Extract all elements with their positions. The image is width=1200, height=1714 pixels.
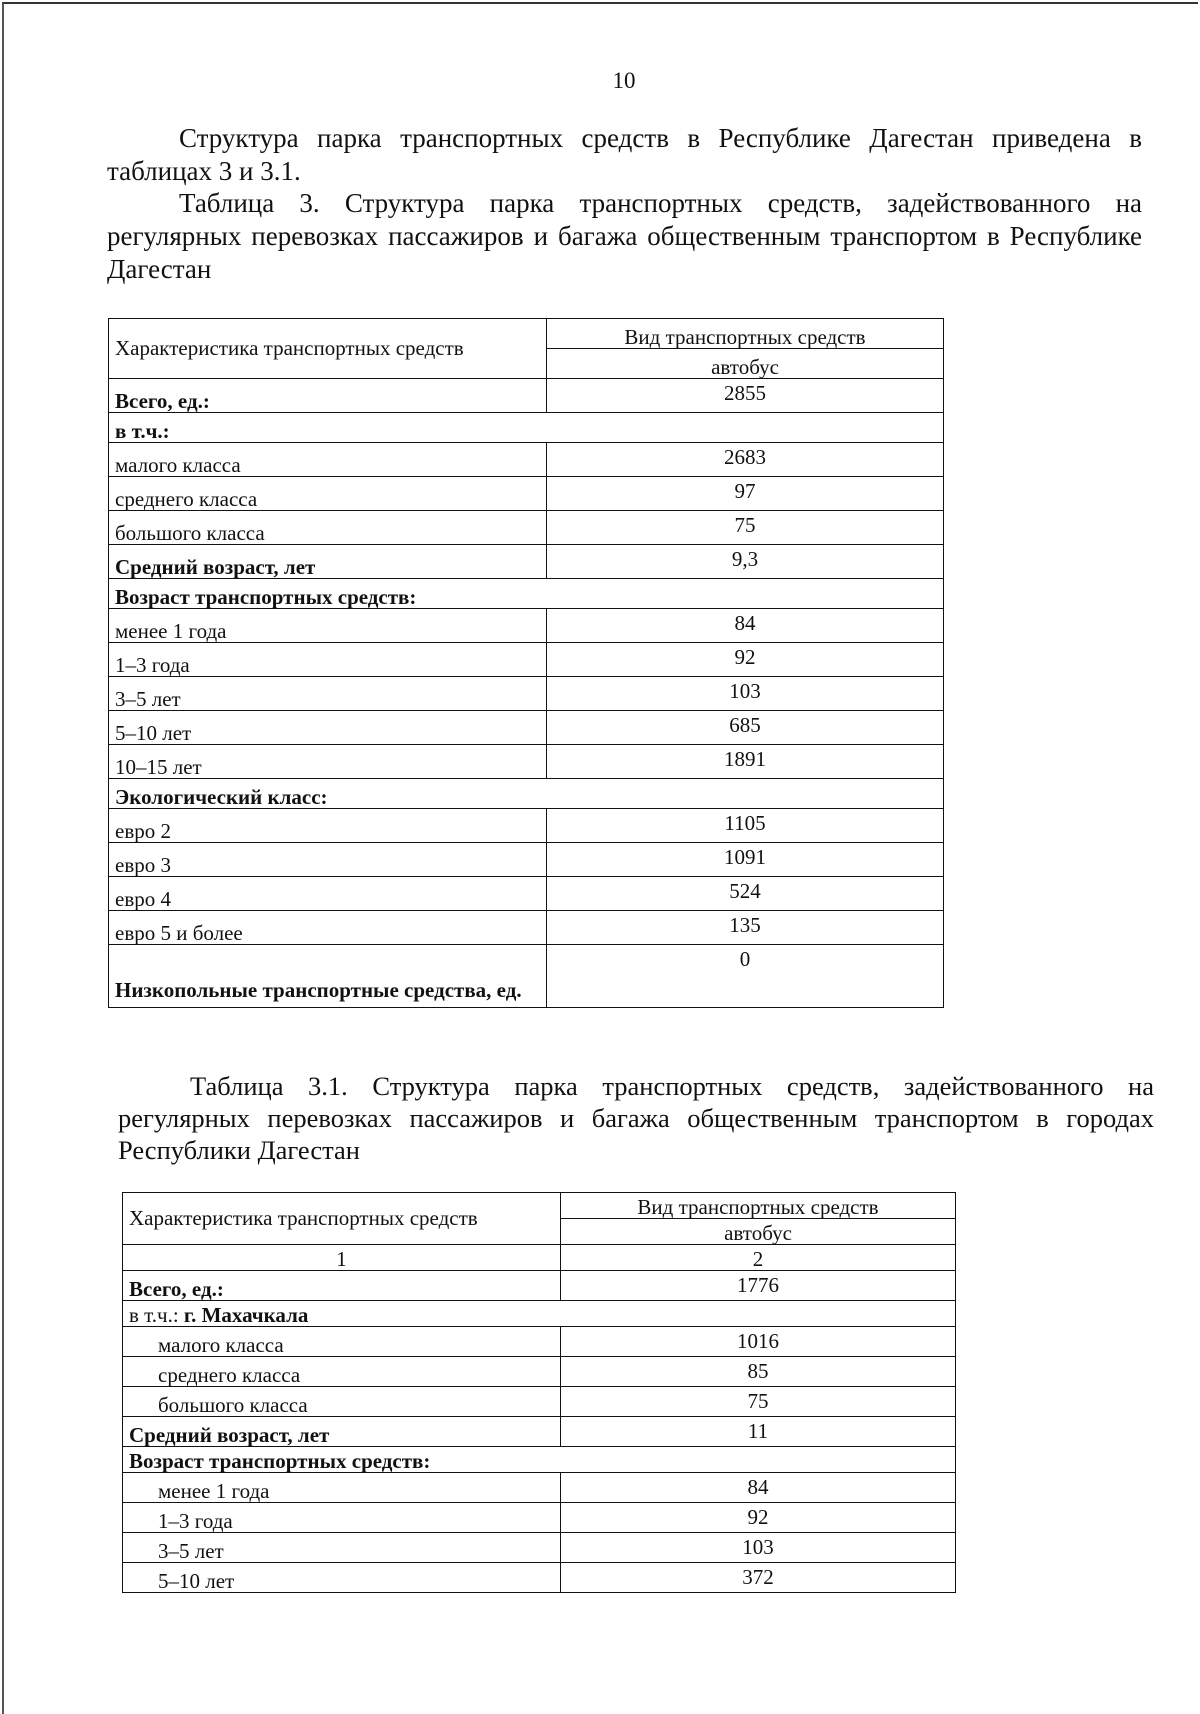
- row-label: 3–5 лет: [109, 677, 547, 711]
- table-row: [109, 643, 944, 677]
- table-header-row: [109, 319, 944, 349]
- table-row: [109, 609, 944, 643]
- table-row: [123, 1387, 956, 1417]
- row-label: среднего класса: [123, 1357, 561, 1387]
- row-label: малого класса: [109, 443, 547, 477]
- section-prefix: в т.ч.:: [129, 1303, 184, 1327]
- row-value: 97: [547, 477, 944, 511]
- table-section-row: [123, 1301, 956, 1327]
- header-bus: автобус: [547, 349, 944, 379]
- table-row: [109, 745, 944, 779]
- row-value: 372: [561, 1563, 956, 1593]
- row-label: евро 3: [109, 843, 547, 877]
- row-label: Всего, ед.:: [123, 1271, 561, 1301]
- column-number-1: 1: [123, 1245, 561, 1271]
- row-label: 1–3 года: [109, 643, 547, 677]
- row-value: 1776: [561, 1271, 956, 1301]
- table-row: [109, 477, 944, 511]
- table-row: [109, 379, 944, 413]
- row-value: 0: [547, 945, 944, 1008]
- section-label: Возраст транспортных средств:: [109, 579, 944, 609]
- table-row: [109, 911, 944, 945]
- row-value: 685: [547, 711, 944, 745]
- header-bus: автобус: [561, 1219, 956, 1245]
- row-label: среднего класса: [109, 477, 547, 511]
- row-value: 92: [547, 643, 944, 677]
- table-row: [109, 545, 944, 579]
- table-section-row: [109, 779, 944, 809]
- header-vehicle-type: Вид транспортных средств: [547, 319, 944, 349]
- table-section-row: [109, 413, 944, 443]
- section-label: Экологический класс:: [109, 779, 944, 809]
- table-3-1: [122, 1192, 956, 1593]
- row-value: 92: [561, 1503, 956, 1533]
- row-value: 75: [561, 1387, 956, 1417]
- row-value: 84: [561, 1473, 956, 1503]
- row-label: Средний возраст, лет: [123, 1417, 561, 1447]
- table-row: [123, 1417, 956, 1447]
- row-value: 2855: [547, 379, 944, 413]
- table-row: [123, 1503, 956, 1533]
- city-name: г. Махачкала: [183, 1303, 309, 1327]
- row-label: менее 1 года: [123, 1473, 561, 1503]
- column-number-2: 2: [561, 1245, 956, 1271]
- row-value: 103: [561, 1533, 956, 1563]
- table-row: [123, 1327, 956, 1357]
- row-value: 2683: [547, 443, 944, 477]
- header-characteristic: Характеристика транспортных средств: [109, 319, 547, 379]
- row-label: менее 1 года: [109, 609, 547, 643]
- row-value: 135: [547, 911, 944, 945]
- table-row: [109, 443, 944, 477]
- table-row: [109, 809, 944, 843]
- table31-caption: [118, 1070, 1154, 1166]
- row-label: 5–10 лет: [123, 1563, 561, 1593]
- row-value: 524: [547, 877, 944, 911]
- table-section-row: [109, 579, 944, 609]
- table3-caption: [107, 187, 1142, 286]
- table-row: [109, 877, 944, 911]
- row-label: малого класса: [123, 1327, 561, 1357]
- row-value: 84: [547, 609, 944, 643]
- row-value: 85: [561, 1357, 956, 1387]
- row-value: 11: [561, 1417, 956, 1447]
- row-label: большого класса: [123, 1387, 561, 1417]
- row-label: 1–3 года: [123, 1503, 561, 1533]
- row-label: Средний возраст, лет: [109, 545, 547, 579]
- row-value: 1891: [547, 745, 944, 779]
- row-label: евро 2: [109, 809, 547, 843]
- section-label: [123, 1301, 956, 1327]
- header-characteristic: Характеристика транспортных средств: [123, 1193, 561, 1245]
- section-label: в т.ч.:: [109, 413, 944, 443]
- table-section-row: [123, 1447, 956, 1473]
- table-row: [109, 843, 944, 877]
- row-value: 103: [547, 677, 944, 711]
- row-value: 1105: [547, 809, 944, 843]
- table-header-row: [123, 1193, 956, 1219]
- table-row: [123, 1357, 956, 1387]
- table-row: [109, 511, 944, 545]
- page-number: 10: [612, 68, 636, 93]
- table3-caption-text: Таблица 3. Структура парка транспортных средств, задействованного на регулярных перевозках пассажиров и багажа общественным транспортом в Республике Дагестан: [107, 188, 1142, 284]
- row-label: большого класса: [109, 511, 547, 545]
- row-label: евро 5 и более: [109, 911, 547, 945]
- table31-caption-text: Таблица 3.1. Структура парка транспортных средств, задействованного на регулярных перевозках пассажиров и багажа общественным транспортом в городах Республики Дагестан: [118, 1071, 1154, 1165]
- row-label: Всего, ед.:: [109, 379, 547, 413]
- intro-paragraph: [107, 122, 1142, 188]
- row-value: 75: [547, 511, 944, 545]
- row-label: 3–5 лет: [123, 1533, 561, 1563]
- table-row: [123, 1271, 956, 1301]
- row-value: 1091: [547, 843, 944, 877]
- table-row: [109, 711, 944, 745]
- row-label: 5–10 лет: [109, 711, 547, 745]
- row-label: Низкопольные транспортные средства, ед.: [109, 945, 547, 1008]
- section-label: Возраст транспортных средств:: [123, 1447, 956, 1473]
- table-row: [123, 1533, 956, 1563]
- header-vehicle-type: Вид транспортных средств: [561, 1193, 956, 1219]
- table-row: [123, 1563, 956, 1593]
- table-3: [108, 318, 944, 1008]
- row-label: 10–15 лет: [109, 745, 547, 779]
- table-row: [109, 677, 944, 711]
- table-row: [123, 1473, 956, 1503]
- table-row: [109, 945, 944, 1008]
- intro-text: Структура парка транспортных средств в Республике Дагестан приведена в таблицах 3 и 3.1.: [107, 123, 1142, 186]
- row-value: 1016: [561, 1327, 956, 1357]
- row-label: евро 4: [109, 877, 547, 911]
- row-value: 9,3: [547, 545, 944, 579]
- table-column-numbers-row: [123, 1245, 956, 1271]
